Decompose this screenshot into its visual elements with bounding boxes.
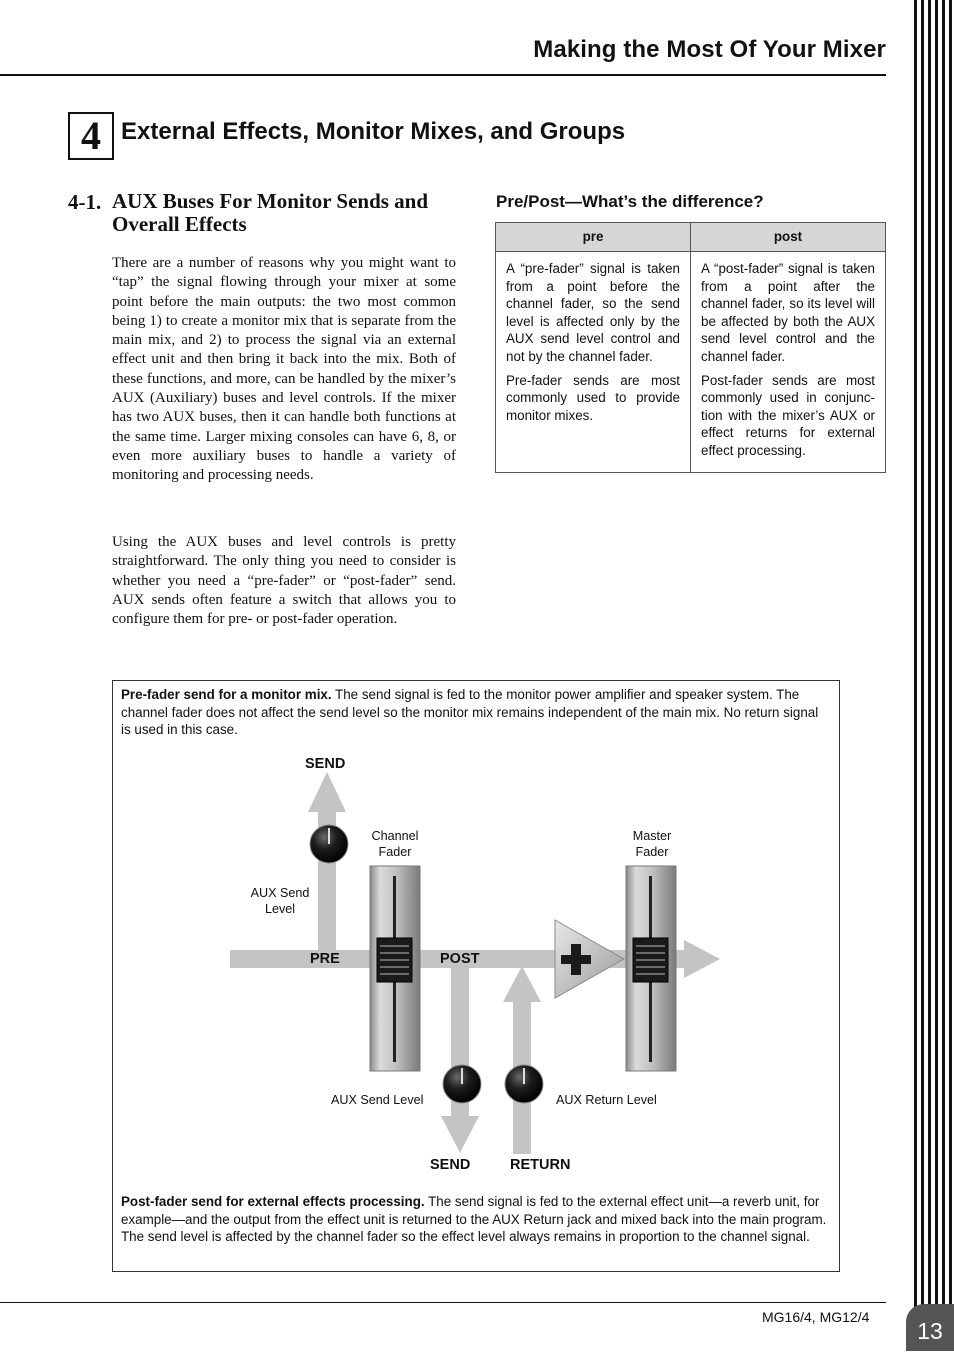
master-fader-label-line: Master bbox=[632, 829, 672, 843]
pre-caption-text: The send signal is fed to the monitor power amplifier and speaker system. The channel fader does not affect the send level so the monitor mix remains independent of the main mix. No return signal is used in this case. bbox=[121, 687, 819, 738]
master-fader bbox=[626, 866, 676, 1071]
footer-model-name: MG16/4, MG12/4 bbox=[762, 1309, 870, 1325]
send-top-label: SEND bbox=[305, 756, 346, 772]
edge-bar bbox=[942, 0, 945, 1351]
edge-bar bbox=[935, 0, 938, 1351]
return-up-arrow bbox=[503, 966, 541, 1154]
pre-usage: Pre-fader sends are most commonly used to provide monitor mixes. bbox=[506, 372, 680, 423]
pre-fader-caption bbox=[121, 686, 831, 739]
aux-send-knob-pre bbox=[310, 825, 348, 863]
column-header-pre: pre bbox=[496, 223, 691, 252]
aux-return-level-label: AUX Return Level bbox=[556, 1093, 657, 1107]
aux-return-knob bbox=[505, 1065, 543, 1103]
post-caption-title: Post-fader send for external effects processing. bbox=[121, 1194, 425, 1209]
send-down-arrow bbox=[441, 966, 479, 1153]
section-number-box: 4 bbox=[68, 112, 114, 160]
master-fader-label-line: Fader bbox=[635, 845, 669, 859]
post-label: POST bbox=[440, 951, 480, 967]
aux-send-level-bottom-label: AUX Send Level bbox=[331, 1093, 424, 1107]
page-number: 13 bbox=[906, 1304, 954, 1351]
aux-send-knob-post bbox=[443, 1065, 481, 1103]
table-heading: Pre/Post—What’s the difference? bbox=[496, 192, 764, 211]
aux-send-level-label-line: Level bbox=[264, 902, 296, 916]
master-fader-label bbox=[617, 828, 687, 860]
edge-bar bbox=[921, 0, 924, 1351]
section-title: External Effects, Monitor Mixes, and Groups bbox=[121, 118, 626, 145]
edge-index-bars bbox=[912, 0, 954, 1351]
channel-fader bbox=[370, 866, 420, 1071]
channel-fader-label-line: Channel bbox=[371, 829, 419, 843]
table-header-row bbox=[496, 223, 886, 252]
table-row bbox=[496, 252, 886, 473]
edge-bar bbox=[949, 0, 952, 1351]
pre-label: PRE bbox=[310, 951, 340, 967]
post-caption-text: The send signal is fed to the external effect unit—a reverb unit, for example—and the output from the effect unit is returned to the AUX Return jack and mixed back into the main program. The send level is affected by the channel fader so the effect level always remains in proportion to the channel signal. bbox=[121, 1194, 827, 1245]
channel-fader-label bbox=[360, 828, 430, 860]
subsection-number: 4-1. bbox=[68, 190, 102, 214]
pre-caption-title: Pre-fader send for a monitor mix. bbox=[121, 687, 332, 702]
return-label: RETURN bbox=[510, 1157, 571, 1173]
summing-amp-icon bbox=[555, 920, 624, 998]
body-paragraph: There are a number of reasons why you might want to “tap” the signal flowing through your mixer at some point before the main outputs: the two most common being 1) to create a monitor mix that is separate from the main mix, and 2) to process the signal via an external effect unit and then bring it back into the mix. Both of these functions, and more, can be handled by the mixer’s AUX (Auxiliary) buses and level controls. If the mixer has two AUX buses, then it can handle both functions at the same time. Larger mixing consoles can have 6, 8, or even more auxiliary buses to handle a variety of monitoring and processing needs. bbox=[112, 255, 456, 484]
post-description: A “post-fader” signal is taken from a point after the channel fader, so its level will be affected by both the AUX send level control and the channel fader. bbox=[701, 261, 875, 364]
channel-fader-label-line: Fader bbox=[378, 845, 412, 859]
pre-description: A “pre-fader” signal is taken from a point before the channel fader, so the send level is affected only by the AUX send level control and not by the channel fader. bbox=[506, 261, 680, 364]
aux-send-level-top-label bbox=[240, 885, 320, 917]
post-cell bbox=[691, 252, 886, 473]
edge-bar bbox=[928, 0, 931, 1351]
body-paragraph: Using the AUX buses and level controls is pretty straightforward. The only thing you need to consider is whether you need a “pre-fader” or “post-fader” send. AUX sends often feature a switch that allows you to configure them for pre- or post-fader operation. bbox=[112, 534, 456, 628]
subsection-title: AUX Buses For Monitor Sends and Overall Effects bbox=[112, 189, 429, 236]
page-header bbox=[0, 30, 886, 76]
footer-divider bbox=[0, 1302, 886, 1303]
column-header-post: post bbox=[691, 223, 886, 252]
post-fader-caption bbox=[121, 1193, 831, 1246]
post-usage: Post-fader sends are most commonly used in conjunction with the mixer’s AUX or effect returns for external effect processing. bbox=[701, 372, 875, 458]
pre-post-table bbox=[495, 222, 886, 473]
send-up-arrow bbox=[308, 772, 346, 963]
edge-bar bbox=[914, 0, 917, 1351]
pre-cell bbox=[496, 252, 691, 473]
aux-send-level-label-line: AUX Send bbox=[250, 886, 310, 900]
send-bottom-label: SEND bbox=[430, 1157, 471, 1173]
page-title: Making the Most Of Your Mixer bbox=[533, 36, 886, 63]
